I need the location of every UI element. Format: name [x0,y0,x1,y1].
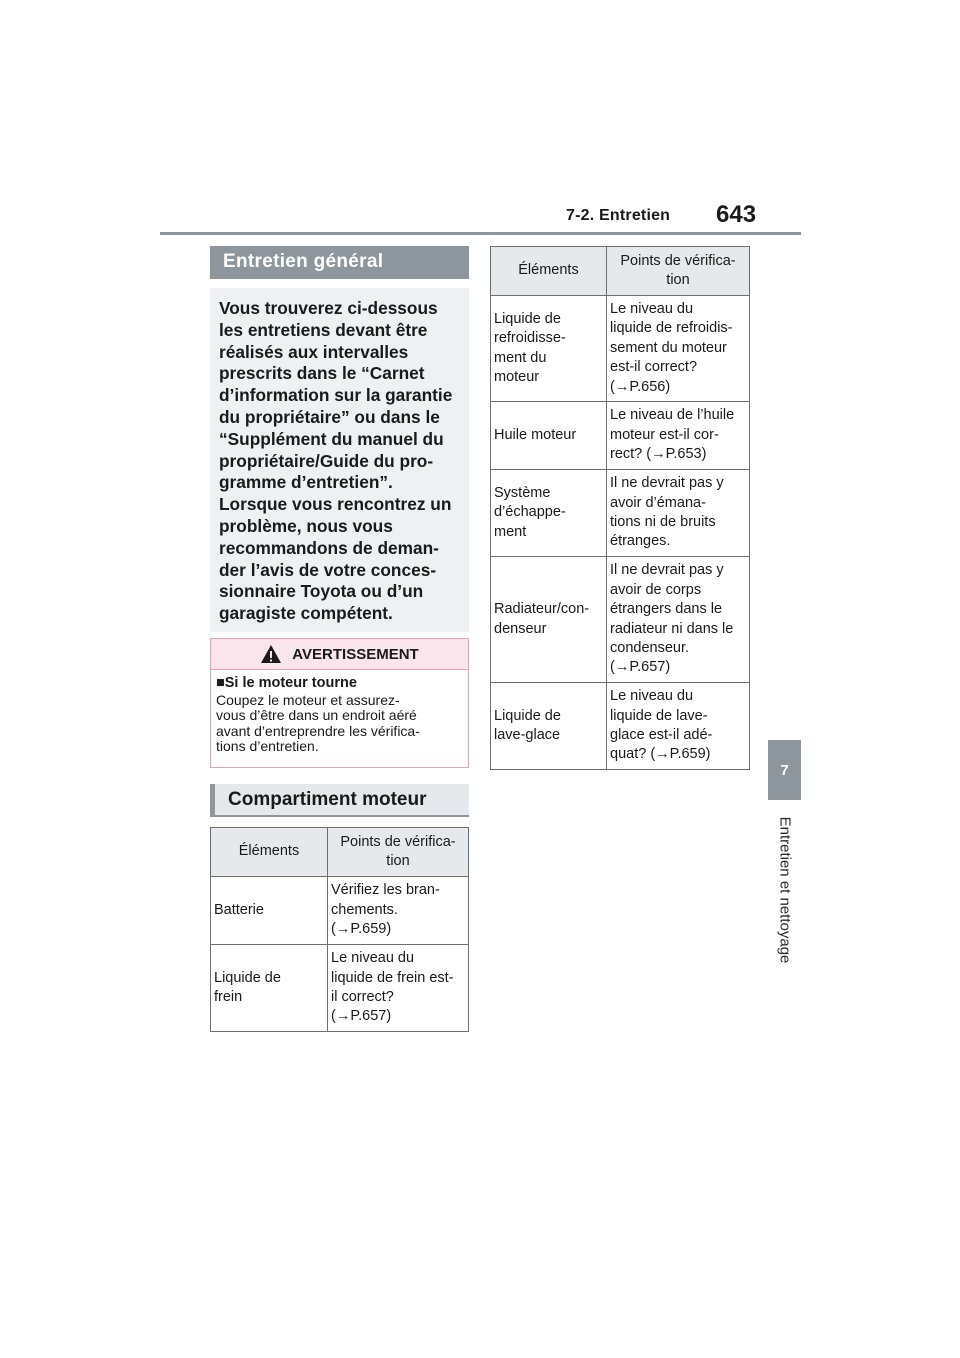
intro-line: Vous trouverez ci-dessous [219,298,438,318]
check-line: (→P.656) [610,378,671,395]
check-line: il correct? [331,989,394,1005]
intro-line: d’information sur la garantie [219,385,453,406]
intro-box [210,288,469,632]
intro-line: gramme d’entretien”. [219,472,393,493]
col-items-header: Éléments [211,828,328,877]
check-line: radiateur ni dans le [610,620,734,637]
header-rule [160,232,801,235]
item-line: denseur [494,620,547,637]
item-line: ment du [494,349,547,366]
col-checks-header-line: tion [666,272,690,288]
intro-line: garagiste compétent. [219,603,393,624]
item-cell [491,683,607,770]
check-line: chements. [331,901,398,918]
check-line: Il ne devrait pas y [610,562,724,579]
table-header-row [491,247,750,296]
intro-line: du propriétaire” ou dans le [219,406,440,427]
item-line: frein [214,989,243,1005]
intro-line: sionnaire Toyota ou d’un [219,581,424,602]
item-line: Liquide de [494,707,561,724]
warning-text-line: tions d’entretien. [216,738,319,755]
check-cell [328,945,469,1032]
item-cell [211,945,328,1032]
item-cell [211,877,328,945]
check-line: sement du moteur [610,339,727,356]
col-items-header: Éléments [491,247,607,296]
check-cell [607,470,750,557]
item-line: Système [494,484,551,501]
check-line: est-il correct? [610,359,698,376]
col-checks-header [607,247,750,296]
warning-text [216,693,462,755]
check-line: (→P.657) [610,659,671,676]
check-line: avoir de corps [610,581,702,598]
check-line: Le niveau de l’huile [610,407,735,424]
check-line: quat? (→P.659) [610,746,711,763]
check-line: liquide de frein est- [331,969,454,986]
intro-line: problème, nous vous [219,515,393,536]
check-line: moteur est-il cor- [610,426,719,443]
item-line: Huile moteur [494,426,577,443]
item-line: Batterie [214,901,264,918]
item-line: Liquide de [494,310,561,327]
chapter-title: Entretien et nettoyage [776,816,793,964]
check-cell [607,402,750,470]
check-cell [328,877,469,945]
intro-line: prescrits dans le “Carnet [219,363,425,384]
item-line: Radiateur/con- [494,601,590,618]
col-checks-header-line: Points de vérifica- [340,833,456,850]
check-line: Le niveau du [331,950,415,967]
warning-header [211,639,468,670]
check-line: glace est-il adé- [610,727,713,743]
item-line: Liquide de [214,969,281,986]
col-checks-header [328,828,469,877]
item-line: d’échappe- [494,504,566,521]
check-line: Le niveau du [610,688,694,705]
item-line: refroidisse- [494,330,566,347]
chapter-number: 7 [780,761,789,779]
intro-line: der l’avis de votre conces- [219,559,437,580]
warning-text-line: Coupez le moteur et assurez- [216,692,400,708]
chapter-tab [768,740,801,800]
table-row [211,877,469,945]
check-line: tions ni de bruits [610,514,716,530]
check-line: liquide de lave- [610,707,708,724]
section-title: 7-2. Entretien [566,207,671,224]
check-line: Vérifiez les bran- [331,882,440,899]
table-header-row [211,828,469,877]
col-checks-header-line: Points de vérifica- [620,252,736,269]
intro-line: recommandons de deman- [219,537,439,558]
check-line: liquide de refroidis- [610,320,733,337]
item-cell [491,557,607,683]
check-line: Il ne devrait pas y [610,475,724,492]
table-row [491,470,750,557]
warning-triangle-icon [260,644,282,664]
intro-line: réalisés aux intervalles [219,341,409,362]
engine-table-right [490,246,750,770]
check-line: Le niveau du [610,300,694,317]
warning-text-line: vous d’être dans un endroit aéré [216,707,417,724]
table-row [211,945,469,1032]
check-line: étrangers dans le [610,601,723,618]
check-line: étranges. [610,533,671,550]
item-cell [491,296,607,402]
check-line: (→P.657) [331,1008,392,1025]
warning-text-line: avant d’entreprendre les vérifica- [216,722,420,739]
item-line: ment [494,523,527,540]
warning-box [210,638,469,768]
check-line: (→P.659) [331,921,392,938]
check-line: rect? (→P.653) [610,446,707,463]
intro-line: Lorsque vous rencontrez un [219,494,452,515]
intro-text [219,298,459,625]
check-line: avoir d’émana- [610,494,706,511]
general-maintenance-heading: Entretien général [210,246,469,279]
table-row [491,557,750,683]
intro-line: “Supplément du manuel du [219,428,444,449]
check-cell [607,683,750,770]
item-line: moteur [494,368,540,385]
item-cell [491,402,607,470]
table-row [491,402,750,470]
intro-line: propriétaire/Guide du pro- [219,450,434,471]
table-row [491,296,750,402]
col-checks-header-line: tion [386,853,410,869]
table-row [491,683,750,770]
item-line: lave-glace [494,727,561,743]
page-number: 643 [716,201,757,228]
engine-compartment-heading: Compartiment moteur [210,784,469,817]
check-cell [607,296,750,402]
check-cell [607,557,750,683]
check-line: condenseur. [610,639,690,656]
warning-subtitle: ■Si le moteur tourne [216,675,357,691]
chapter-title-wrap [768,800,801,980]
engine-table-left [210,827,469,1032]
item-cell [491,470,607,557]
intro-line: les entretiens devant être [219,319,428,340]
warning-label: AVERTISSEMENT [292,645,419,663]
